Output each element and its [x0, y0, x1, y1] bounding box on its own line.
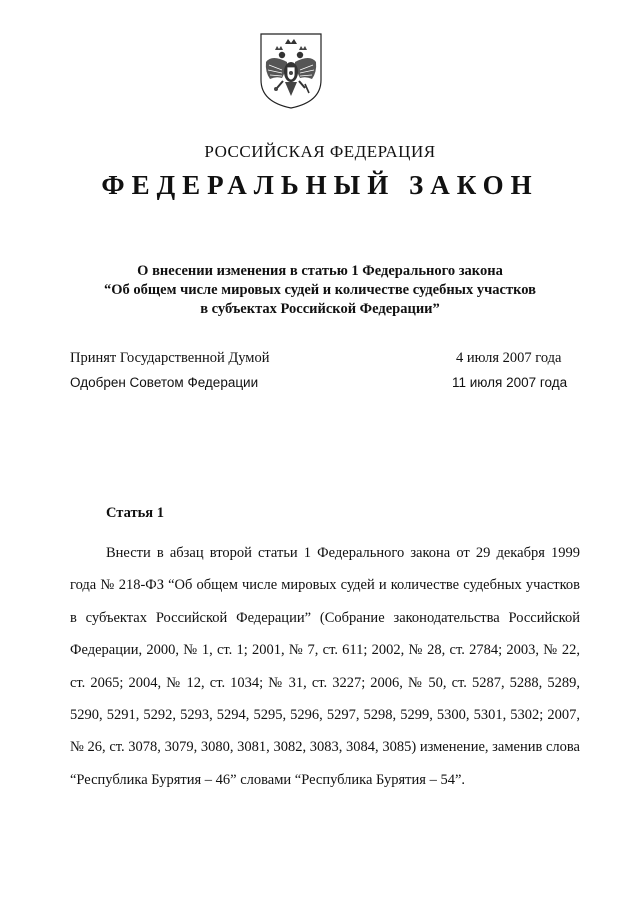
law-title-line: О внесении изменения в статью 1 Федерального закона [137, 263, 503, 279]
adoption-label: Принят Государственной Думой [70, 350, 270, 366]
state-name: РОССИЙСКАЯ ФЕДЕРАЦИЯ [204, 142, 436, 161]
adoption-date: 11 июля 2007 года [452, 375, 568, 390]
law-title-line: в субъектах Российской Федерации” [200, 301, 440, 317]
article-heading: Статья 1 [106, 505, 164, 521]
document-type: ФЕДЕРАЛЬНЫЙ ЗАКОН [101, 170, 539, 200]
coat-of-arms-icon [258, 32, 324, 110]
adoption-row-council [70, 375, 580, 390]
adoption-date: 4 июля 2007 года [456, 350, 562, 366]
law-title [0, 262, 640, 319]
law-title-line: “Об общем числе мировых судей и количестве судебных участков [104, 282, 536, 298]
article-text: Внести в абзац второй статьи 1 Федерального закона от 29 декабря 1999 года № 218-ФЗ “Об общем числе мировых судей и количестве судебных участков в субъектах Российской Федерации” (Собрание законодательства Российской Федерации, 2000, № 1, ст. 1; 2001, № 7, ст. 611; 2002, № 28, ст. 2784; 2003, № 22, ст. 2065; 2004, № 12, ст. 1034; № 31, ст. 3227; 2006, № 50, ст. 5287, 5288, 5289, 5290, 5291, 5292, 5293, 5294, 5295, 5296, 5297, 5298, 5299, 5300, 5301, 5302; 2007, № 26, ст. 3078, 3079, 3080, 3081, 3082, 3083, 3084, 3085) изменение, заменив слова “Республика Бурятия – 46” словами “Республика Бурятия – 54”. [70, 545, 580, 788]
adoption-label: Одобрен Советом Федерации [70, 375, 259, 390]
adoption-row-duma [70, 350, 580, 367]
